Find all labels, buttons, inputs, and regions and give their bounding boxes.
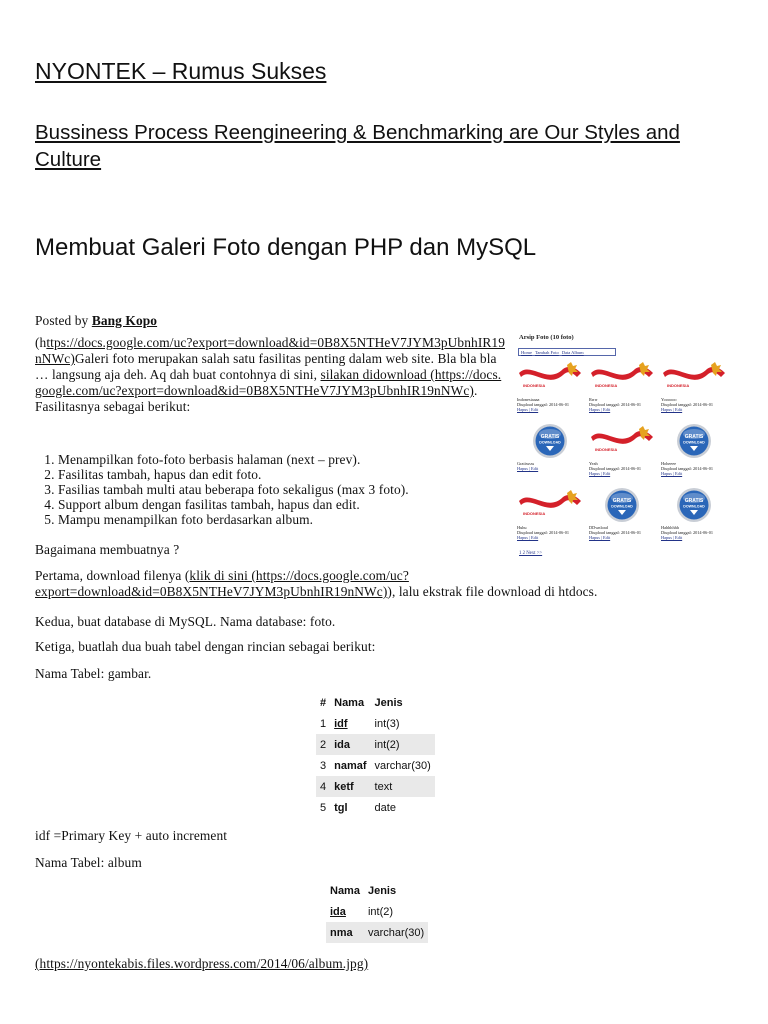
- gallery-caption: [589, 525, 641, 540]
- table1-name: Nama Tabel: gambar.: [35, 666, 152, 681]
- gallery-nav-album[interactable]: Data Album: [561, 349, 584, 355]
- photo-name: Hahhhhhh: [661, 525, 679, 530]
- photo-name: Gratisssss: [517, 461, 535, 466]
- gallery-pager[interactable]: 1 2 Next >>: [519, 551, 543, 556]
- upload-date: Diupload tanggal: 2014-06-01: [589, 530, 642, 535]
- primary-key-note: idf =Primary Key + auto increment: [35, 828, 228, 843]
- svg-text:INDONESIA: INDONESIA: [667, 383, 690, 388]
- field-name: namaf: [330, 755, 370, 776]
- field-name: ketf: [330, 776, 370, 797]
- flag-image: [589, 423, 655, 459]
- intro-text: Galeri foto merupakan salah satu fasilitas penting dalam web site. Bla bla bla … langsung aja deh. Aq dah buat contohnya di sini,: [35, 351, 497, 382]
- upload-date: Diupload tanggal: 2014-06-01: [661, 466, 714, 471]
- photo-actions[interactable]: Hapus | Edit: [589, 535, 611, 540]
- field-name: ida: [326, 901, 364, 922]
- gallery-item[interactable]: [659, 423, 729, 483]
- photo-actions[interactable]: Hapus | Edit: [589, 471, 611, 476]
- field-type: varchar(30): [364, 922, 428, 943]
- photo-name: Yoooooo: [661, 397, 677, 402]
- row-number: 3: [316, 755, 330, 776]
- gallery-screenshot: [515, 333, 733, 559]
- site-description[interactable]: Bussiness Process Reengineering & Benchmarking are Our Styles and Culture: [35, 121, 680, 171]
- gallery-caption: [661, 397, 713, 412]
- feature-item: 3. Fasilias tambah multi atau beberapa foto sekaligus (max 3 foto).: [58, 482, 528, 497]
- gallery-caption: [589, 397, 641, 412]
- upload-date: Diupload tanggal: 2014-06-01: [661, 530, 714, 535]
- photo-actions[interactable]: Hapus | Edit: [661, 471, 683, 476]
- photo-name: Rrrrr: [589, 397, 598, 402]
- svg-text:GRATIS: GRATIS: [612, 498, 632, 504]
- photo-actions[interactable]: Hapus | Edit: [661, 535, 683, 540]
- posted-by-label: Posted by: [35, 313, 89, 328]
- field-type: text: [371, 776, 435, 797]
- author-link[interactable]: Bang Kopo: [91, 313, 158, 328]
- feature-item: 5. Mampu menampilkan foto berdasarkan album.: [58, 512, 528, 527]
- photo-name: Hoheeee: [661, 461, 677, 466]
- table-row: [326, 922, 428, 943]
- svg-text:DOWNLOAD: DOWNLOAD: [683, 504, 705, 509]
- svg-text:DOWNLOAD: DOWNLOAD: [539, 440, 561, 445]
- feature-item: 2. Fasilitas tambah, hapus dan edit foto.: [58, 467, 528, 482]
- photo-name: Huhu: [517, 525, 527, 530]
- gallery-item[interactable]: [659, 359, 729, 419]
- table-header: Jenis: [371, 692, 435, 713]
- gratis-download-badge: [517, 423, 583, 459]
- svg-text:INDONESIA: INDONESIA: [523, 511, 546, 516]
- flag-image: [517, 359, 583, 395]
- photo-actions[interactable]: Hapus | Edit: [589, 407, 611, 412]
- photo-actions[interactable]: Hapus | Edit: [517, 466, 539, 471]
- table-row: [316, 734, 435, 755]
- gallery-caption: [661, 461, 713, 476]
- table-row: [326, 901, 428, 922]
- svg-text:INDONESIA: INDONESIA: [595, 383, 618, 388]
- table-header: Nama: [330, 692, 370, 713]
- feature-item: 1. Menampilkan foto-foto berbasis halaman (next – prev).: [58, 452, 528, 467]
- intro-download-link[interactable]: ttps://docs.google.com/uc?export=download&id=0B8X5NTHeV7JYM3pUbnhIR19nNWc): [35, 335, 505, 366]
- photo-actions[interactable]: Hapus | Edit: [517, 535, 539, 540]
- site-title[interactable]: NYONTEK – Rumus Sukses: [35, 58, 327, 84]
- gratis-download-badge: [661, 487, 727, 523]
- photo-name: Yeah: [589, 461, 598, 466]
- field-type: int(2): [364, 901, 428, 922]
- intro-silakan-link[interactable]: silakan didownload (https://docs.google.com/uc?export=download&id=0B8X5NTHeV7JYM3pUbnhIR19nNWc): [35, 367, 502, 398]
- flag-image: [661, 359, 727, 395]
- photo-name: DDwnload: [589, 525, 608, 530]
- table2-name: Nama Tabel: album: [35, 855, 142, 870]
- intro-paren: (h: [35, 335, 47, 350]
- feature-item: 4. Support album dengan fasilitas tambah, hapus dan edit.: [58, 497, 528, 512]
- row-number: 4: [316, 776, 330, 797]
- table-row: [316, 755, 435, 776]
- posted-by: [35, 313, 157, 329]
- intro-paragraph: [35, 335, 505, 415]
- table-header: Jenis: [364, 880, 428, 901]
- table-header: Nama: [326, 880, 364, 901]
- field-name: ida: [330, 734, 370, 755]
- gallery-item[interactable]: [587, 487, 657, 547]
- upload-date: Diupload tanggal: 2014-06-01: [517, 402, 570, 407]
- gallery-item[interactable]: [587, 359, 657, 419]
- gallery-caption: [517, 525, 569, 540]
- album-image-link[interactable]: (https://nyontekabis.files.wordpress.com/2014/06/album.jpg): [35, 956, 369, 971]
- row-number: 1: [316, 713, 330, 734]
- upload-date: Diupload tanggal: 2014-06-01: [517, 530, 570, 535]
- upload-date: Diupload tanggal: 2014-06-01: [589, 402, 642, 407]
- gallery-item[interactable]: [659, 487, 729, 547]
- first-download-link[interactable]: klik di sini (https://docs.google.com/uc?export=download&id=0B8X5NTHeV7JYM3pUbnhIR19nNWc): [35, 568, 409, 599]
- gallery-caption: [661, 525, 713, 540]
- upload-date: Diupload tanggal: 2014-06-01: [589, 466, 642, 471]
- svg-text:GRATIS: GRATIS: [684, 434, 704, 440]
- photo-actions[interactable]: Hapus | Edit: [661, 407, 683, 412]
- gallery-caption: [517, 461, 538, 471]
- svg-text:DOWNLOAD: DOWNLOAD: [611, 504, 633, 509]
- gratis-download-badge: [661, 423, 727, 459]
- gallery-item[interactable]: [515, 359, 585, 419]
- gallery-item[interactable]: [515, 487, 585, 547]
- how-text: Bagaimana membuatnya ?: [35, 542, 180, 557]
- field-name: idf: [330, 713, 370, 734]
- flag-image: [589, 359, 655, 395]
- gallery-nav-home[interactable]: Home: [521, 349, 532, 355]
- svg-text:DOWNLOAD: DOWNLOAD: [683, 440, 705, 445]
- first-text-end: ), lalu ekstrak file download di htdocs.: [387, 584, 598, 599]
- photo-actions[interactable]: Hapus | Edit: [517, 407, 539, 412]
- svg-text:GRATIS: GRATIS: [684, 498, 704, 504]
- table-row: [316, 776, 435, 797]
- gallery-nav-add[interactable]: Tambah Foto: [535, 349, 559, 355]
- field-type: varchar(30): [371, 755, 435, 776]
- gallery-item[interactable]: [587, 423, 657, 483]
- svg-text:GRATIS: GRATIS: [540, 434, 560, 440]
- table-row: [316, 797, 435, 818]
- upload-date: Diupload tanggal: 2014-06-01: [661, 402, 714, 407]
- gallery-caption: [589, 461, 641, 476]
- table-row: [316, 713, 435, 734]
- field-type: date: [371, 797, 435, 818]
- gratis-download-badge: [589, 487, 655, 523]
- row-number: 5: [316, 797, 330, 818]
- field-type: int(2): [371, 734, 435, 755]
- row-number: 2: [316, 734, 330, 755]
- table-gambar: [316, 692, 435, 818]
- field-name: tgl: [330, 797, 370, 818]
- gallery-item[interactable]: [515, 423, 585, 483]
- post-title: Membuat Galeri Foto dengan PHP dan MySQL: [35, 234, 537, 261]
- photo-name: Indonesiaaaa: [517, 397, 540, 402]
- step-second: Kedua, buat database di MySQL. Nama database: foto.: [35, 614, 336, 629]
- field-type: int(3): [371, 713, 435, 734]
- gallery-title: Arsip Foto (10 foto): [519, 334, 574, 341]
- gallery-nav: [518, 348, 616, 356]
- gallery-caption: [517, 397, 569, 412]
- svg-text:INDONESIA: INDONESIA: [595, 447, 618, 452]
- step-first: [35, 568, 755, 600]
- field-name: nma: [326, 922, 364, 943]
- table-header: #: [316, 692, 330, 713]
- flag-image: [517, 487, 583, 523]
- features-list: [35, 452, 528, 527]
- table-album: [326, 880, 428, 943]
- step-third: Ketiga, buatlah dua buah tabel dengan rincian sebagai berikut:: [35, 639, 376, 654]
- intro-text-end: . Fasilitasnya sebagai berikut:: [35, 383, 478, 414]
- first-text: Pertama, download filenya (: [35, 568, 190, 583]
- svg-text:INDONESIA: INDONESIA: [523, 383, 546, 388]
